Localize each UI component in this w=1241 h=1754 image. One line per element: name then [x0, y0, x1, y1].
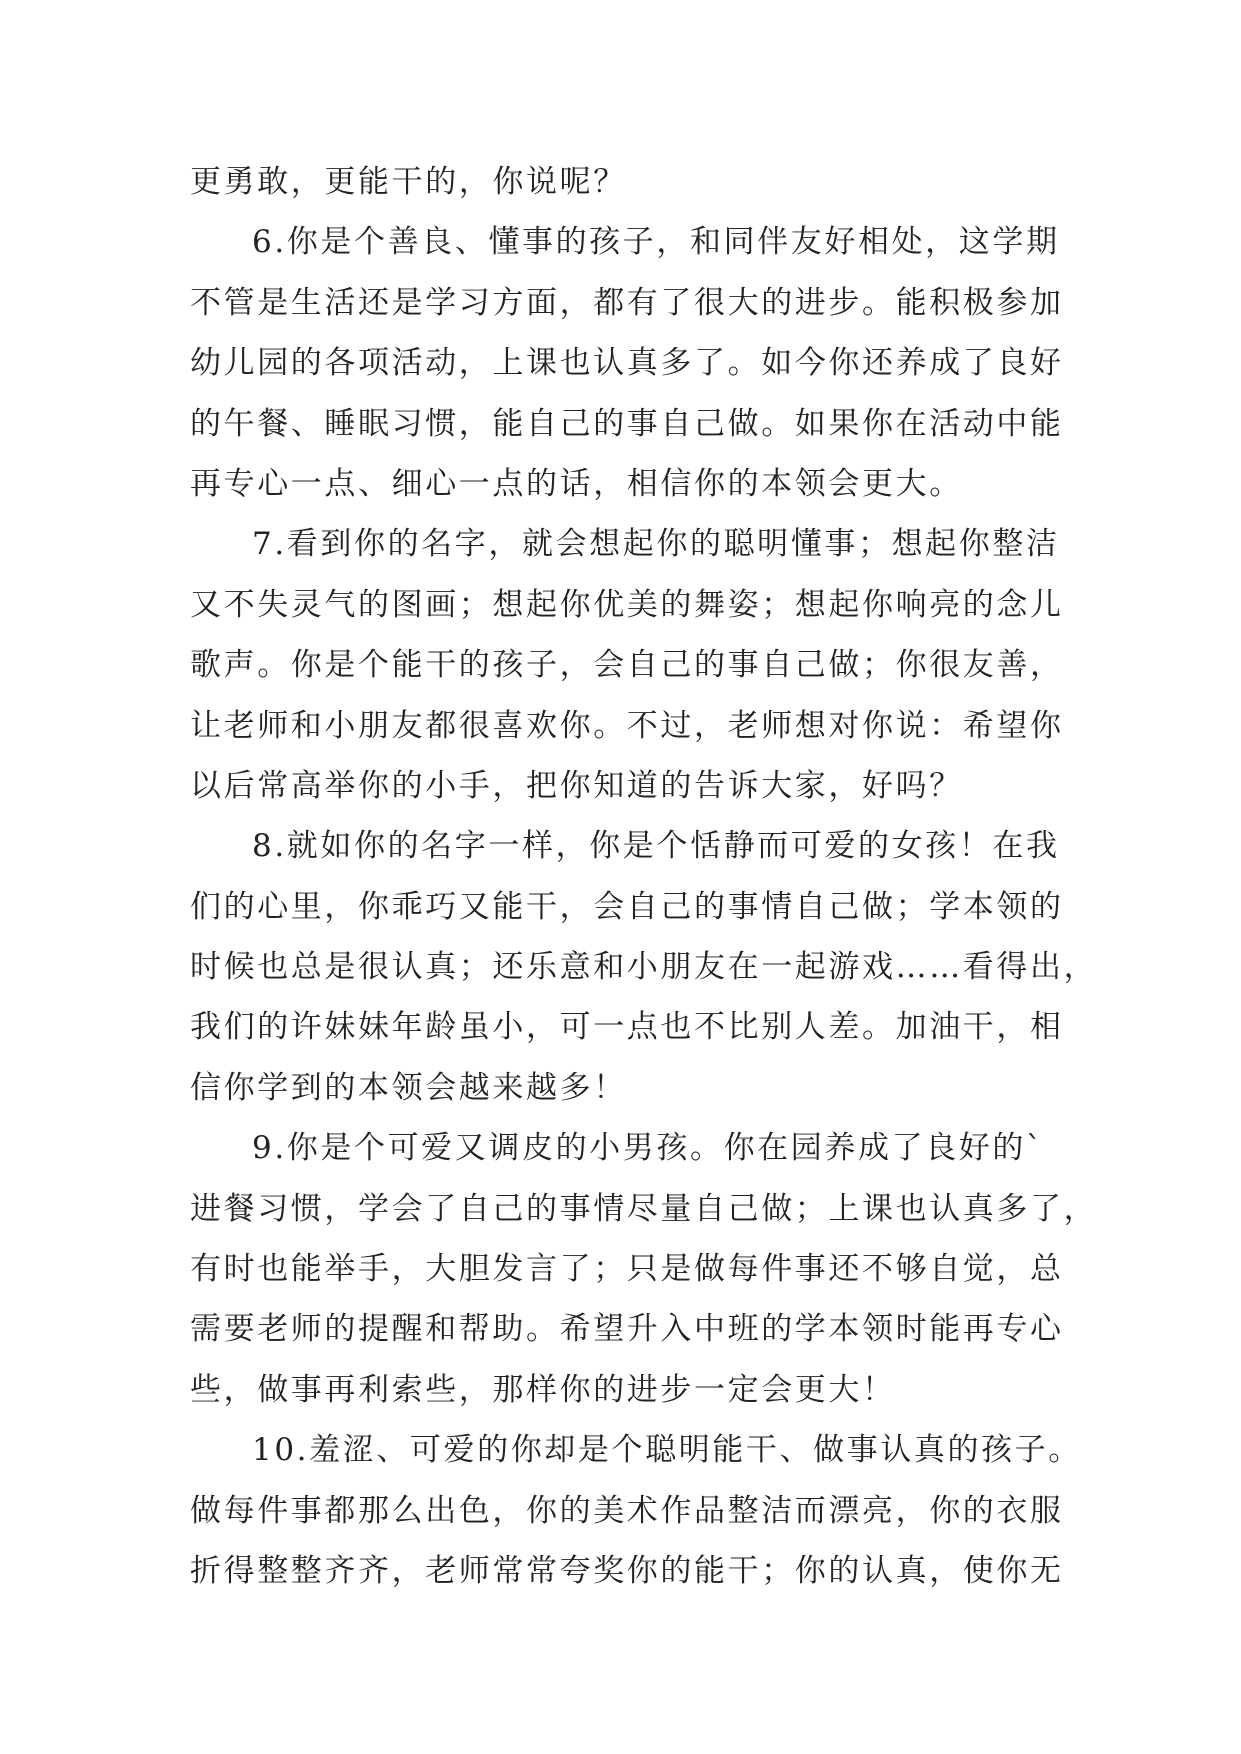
text-line: 让老师和小朋友都很喜欢你。不过，老师想对你说：希望你 — [190, 707, 1064, 744]
text-line: 时候也总是很认真；还乐意和小朋友在一起游戏……看得出， — [190, 949, 1098, 986]
paragraph-9-start: 9.你是个可爱又调皮的小男孩。你在园养成了良好的` — [252, 1130, 1045, 1167]
text-line: 更勇敢，更能干的，你说呢？ — [190, 164, 627, 200]
text-line: 些，做事再利索些，那样你的进步一定会更大！ — [190, 1371, 896, 1408]
text-line: 又不失灵气的图画；想起你优美的舞姿；想起你响亮的念儿 — [190, 586, 1064, 623]
text-line: 幼儿园的各项活动，上课也认真多了。如今你还养成了良好 — [190, 345, 1064, 382]
text-line: 进餐习惯，学会了自己的事情尽量自己做；上课也认真多了， — [190, 1190, 1098, 1227]
text-line: 做每件事都那么出色，你的美术作品整洁而漂亮，你的衣服 — [190, 1492, 1064, 1529]
text-line: 的午餐、睡眠习惯，能自己的事自己做。如果你在活动中能 — [190, 405, 1064, 442]
paragraph-8-start: 8.就如你的名字一样，你是个恬静而可爱的女孩！在我 — [252, 828, 1060, 865]
document-body — [190, 152, 1098, 1601]
paragraph-6-start: 6.你是个善良、懂事的孩子，和同伴友好相处，这学期 — [252, 224, 1060, 261]
text-line: 歌声。你是个能干的孩子，会自己的事自己做；你很友善， — [190, 647, 1064, 684]
paragraph-10-start: 10.羞涩、可爱的你却是个聪明能干、做事认真的孩子。 — [252, 1432, 1082, 1469]
text-line: 需要老师的提醒和帮助。希望升入中班的学本领时能再专心 — [190, 1311, 1064, 1348]
paragraph-7-start: 7.看到你的名字，就会想起你的聪明懂事；想起你整洁 — [252, 526, 1060, 563]
text-line: 有时也能举手，大胆发言了；只是做每件事还不够自觉，总 — [190, 1251, 1064, 1288]
text-line: 信你学到的本领会越来越多！ — [190, 1069, 627, 1106]
text-line: 们的心里，你乖巧又能干，会自己的事情自己做；学本领的 — [190, 888, 1064, 925]
text-line: 不管是生活还是学习方面，都有了很大的进步。能积极参加 — [190, 284, 1064, 321]
text-line: 再专心一点、细心一点的话，相信你的本领会更大。 — [190, 465, 963, 502]
text-line: 我们的许妹妹年龄虽小，可一点也不比别人差。加油干，相 — [190, 1009, 1064, 1046]
text-line: 以后常高举你的小手，把你知道的告诉大家，好吗？ — [190, 767, 963, 804]
text-line: 折得整整齐齐，老师常常夸奖你的能干；你的认真，使你无 — [190, 1552, 1064, 1589]
